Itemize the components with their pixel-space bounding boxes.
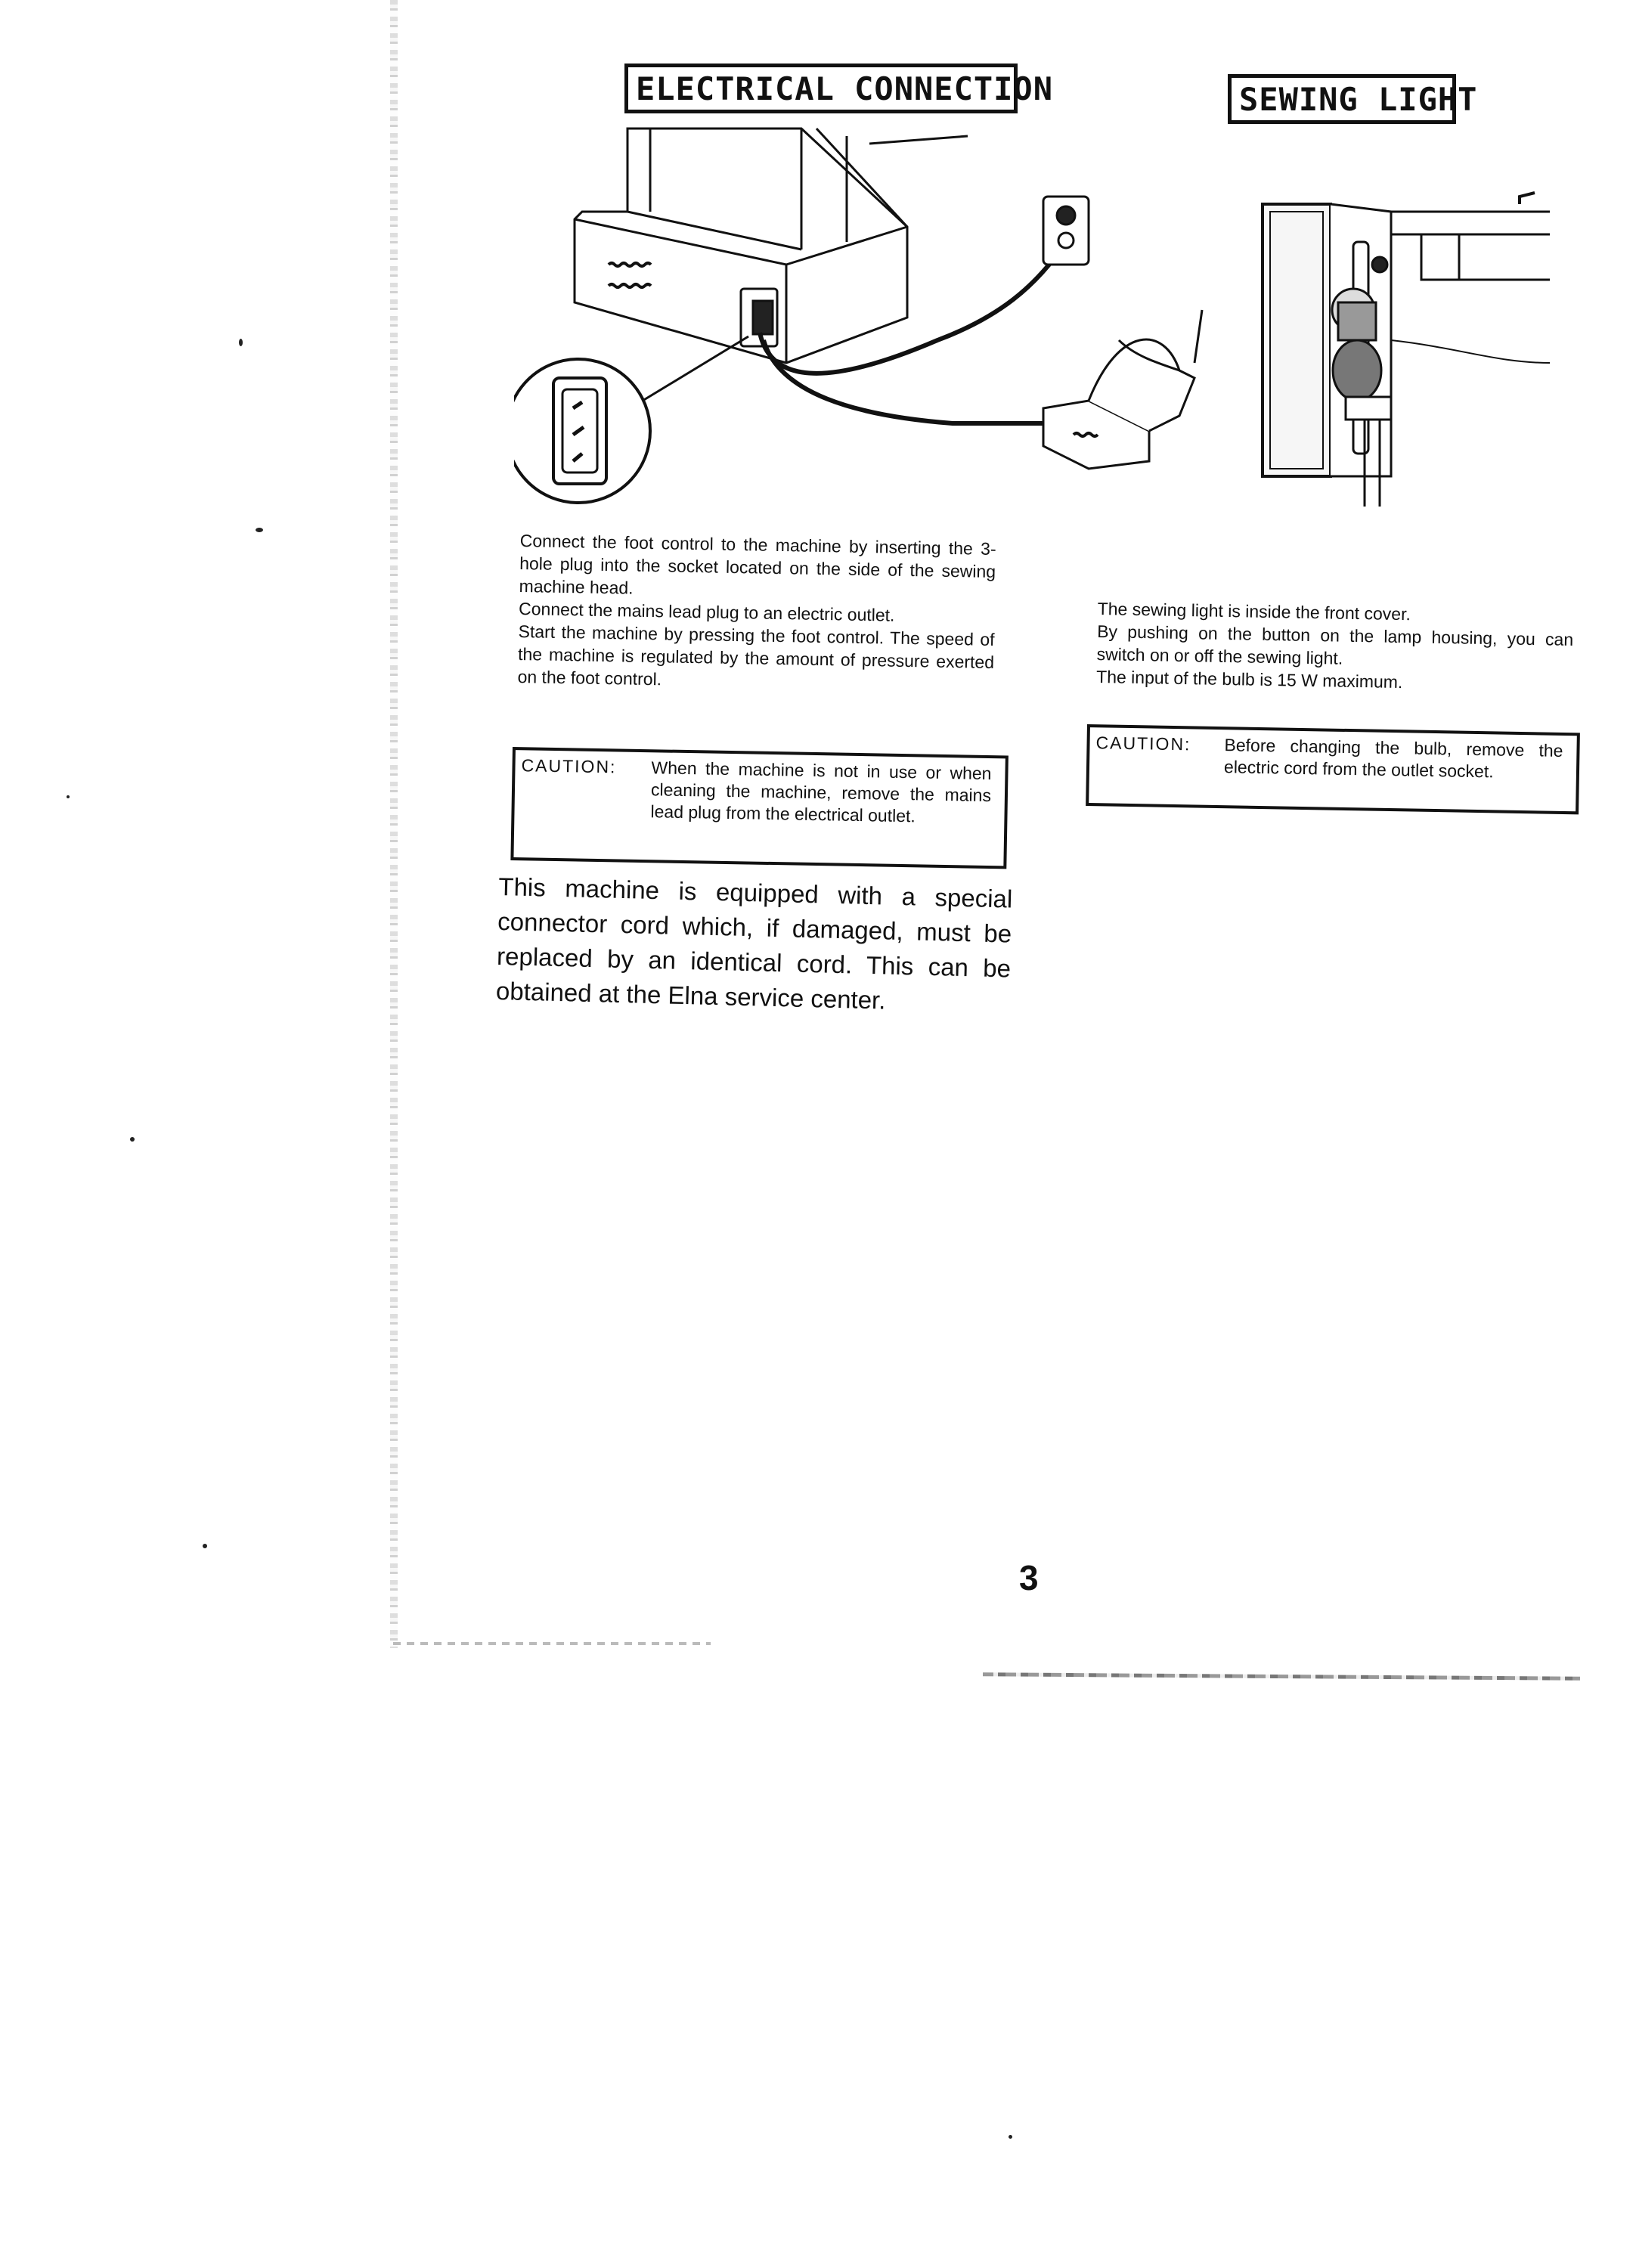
sewing-light-paragraph-3: The input of the bulb is 15 W maximum. [1095,666,1403,692]
sewing-light-heading: SEWING LIGHT [1228,74,1456,124]
scan-speck [203,1544,207,1548]
sewing-light-caution-box [1086,724,1580,814]
scan-speck [130,1137,135,1142]
caution-text: When the machine is not in use or when cleaning the machine, remove the mains lead plug from the electrical outlet. [650,758,992,826]
electrical-connection-illustration [514,113,1210,507]
sewing-light-paragraph-2: By pushing on the button on the lamp housing, you can switch on or off the sewing light. [1096,621,1574,668]
scan-speck [1009,2135,1012,2139]
electrical-caution-box [510,747,1009,869]
caution-label: CAUTION: [521,755,617,777]
electrical-connection-text [517,529,996,696]
special-connector-note: This machine is equipped with a special connector cord which, if damaged, must be replaced by an identical cord. This can be obtained at the Elna service center. [495,872,1013,1015]
sewing-light-illustration [1232,189,1550,507]
caution-text: Before changing the bulb, remove the electric cord from the outlet socket. [1223,735,1563,782]
scan-shadow-edge [390,0,398,1648]
page-number: 3 [1019,1558,1039,1597]
caution-label: CAUTION: [1095,733,1191,754]
electrical-connection-heading: ELECTRICAL CONNECTION [624,64,1018,113]
scan-shadow-edge [983,1672,1580,1681]
scan-speck [256,528,263,532]
electrical-paragraph-1: Connect the foot control to the machine by inserting the 3-hole plug into the socket located on the side of the sewing machine head. [519,530,996,598]
scan-speck [67,795,70,798]
sewing-light-paragraph-1: The sewing light is inside the front cover. [1097,598,1411,624]
electrical-paragraph-2: Connect the mains lead plug to an electric outlet. [518,598,895,625]
sewing-light-text [1096,597,1574,696]
scan-speck [239,339,243,346]
electrical-paragraph-3: Start the machine by pressing the foot control. The speed of the machine is regulated by the amount of pressure exerted on the foot control. [517,621,995,689]
scan-shadow-edge [393,1642,711,1645]
